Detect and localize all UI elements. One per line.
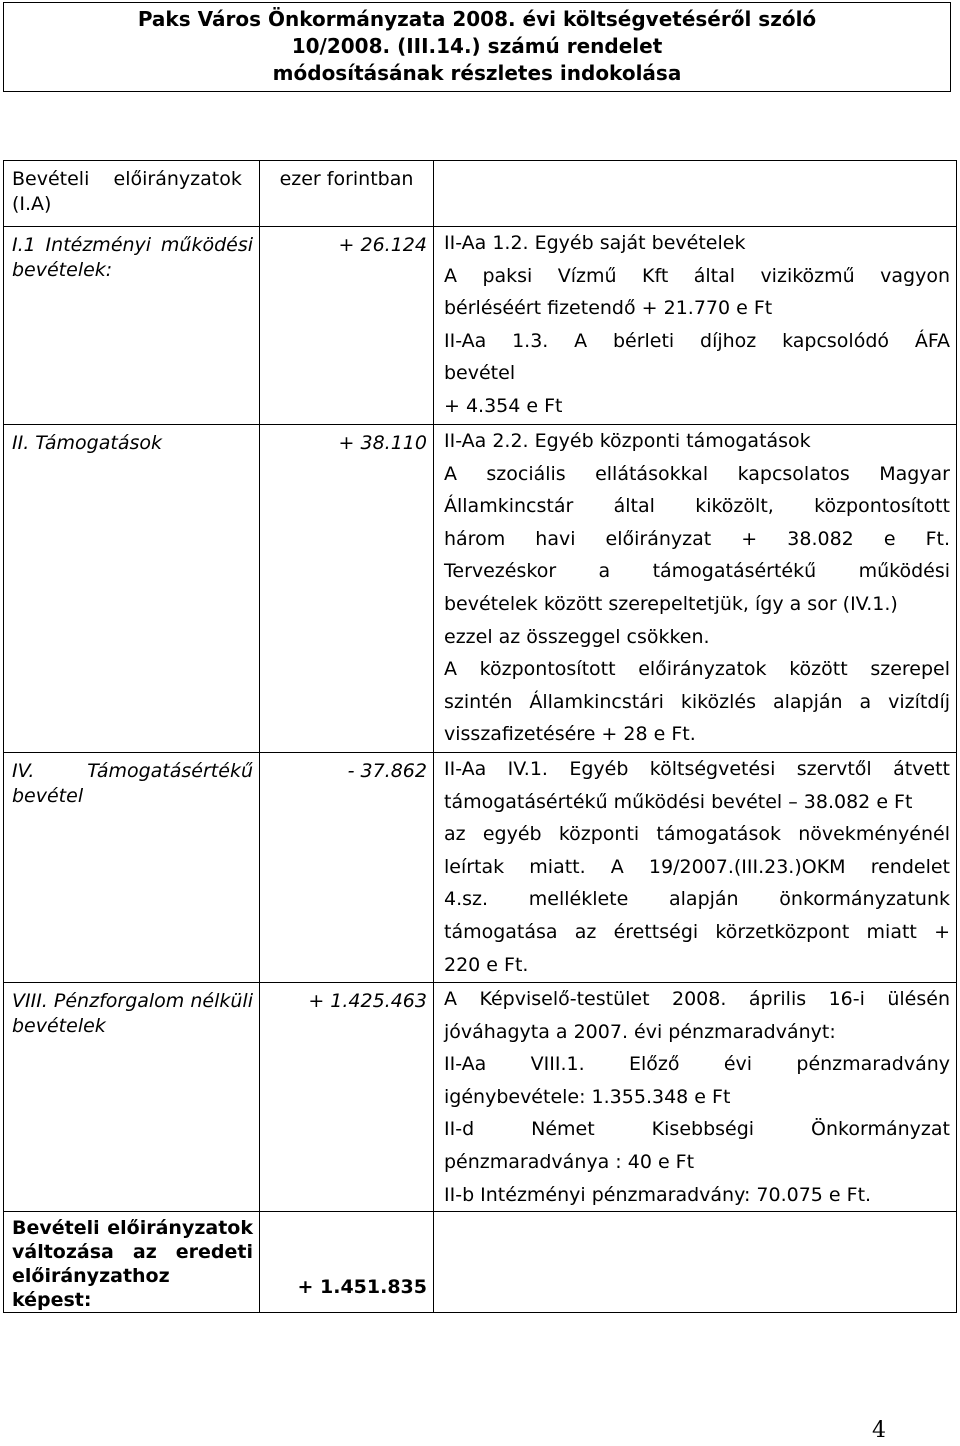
header-label-line-1: Bevételi előirányzatok <box>12 168 242 190</box>
table-row <box>4 425 957 753</box>
row-text-line: A központosított előirányzatok között szerepel <box>444 658 950 681</box>
row-text-line: jóváhagyta a 2007. évi pénzmaradványt: <box>444 1020 836 1043</box>
row-text <box>434 227 956 423</box>
row-text-line: A szociális ellátásokkal kapcsolatos Magyar <box>444 462 950 485</box>
footer-label-cell <box>4 1212 260 1313</box>
row-label: VIII. Pénzforgalom nélküli bevételek <box>12 990 253 1037</box>
row-text-line: bevételek között szerepeltetjük, így a sor (IV.1.) <box>444 592 898 615</box>
page-number: 4 <box>872 1418 886 1443</box>
row-label-cell <box>4 753 260 983</box>
row-text-line: 220 e Ft. <box>444 953 529 976</box>
header-cell-empty <box>434 161 957 227</box>
row-text-line: az egyéb központi támogatások növekményénél <box>444 823 950 846</box>
title-line-2: 10/2008. (III.14.) számú rendelet <box>291 34 663 58</box>
row-text-line: Tervezéskor a támogatásértékű működési <box>444 560 950 583</box>
row-text-line: bérléséért fizetendő + 21.770 e Ft <box>444 297 773 320</box>
row-text-line: visszafizetésére + 28 e Ft. <box>444 723 696 746</box>
row-text-line: pénzmaradványa : 40 e Ft <box>444 1150 695 1173</box>
row-text-cell <box>434 753 957 983</box>
table-footer-row <box>4 1212 957 1313</box>
title-line-1: Paks Város Önkormányzata 2008. évi költségvetéséről szóló <box>137 7 817 31</box>
row-text-line: + 4.354 e Ft <box>444 394 563 417</box>
row-text-line: A paksi Vízmű Kft által viziközmű vagyon <box>444 264 950 287</box>
row-text-line: szintén Államkincstári kiközlés alapján a vizítdíj <box>444 690 950 713</box>
row-text-line: támogatásértékű működési bevétel – 38.082 e Ft <box>444 790 913 813</box>
row-text-line: ezzel az összeggel csökken. <box>444 625 710 648</box>
row-label: IV. Támogatásértékű bevétel <box>12 760 253 807</box>
footer-label: Bevételi előirányzatok változása az eredeti előirányzathoz képest: <box>12 1217 253 1312</box>
row-text-line: II-Aa 2.2. Egyéb központi támogatások <box>444 430 811 452</box>
header-unit: ezer forintban <box>279 168 414 190</box>
row-text-line: Államkincstár által kiközölt, központosított <box>444 495 950 518</box>
table-row <box>4 983 957 1212</box>
table-row <box>4 227 957 425</box>
row-text-line: három havi előirányzat + 38.082 e Ft. <box>444 527 950 550</box>
row-amount-cell <box>260 753 434 983</box>
row-amount: + 38.110 <box>338 432 427 454</box>
row-text-line: igénybevétele: 1.355.348 e Ft <box>444 1085 731 1108</box>
footer-amount-cell <box>260 1212 434 1313</box>
row-text-line: II-Aa 1.3. A bérleti díjhoz kapcsolódó ÁFA <box>444 329 950 352</box>
row-text-cell <box>434 983 957 1212</box>
row-label-cell <box>4 227 260 425</box>
row-text-cell <box>434 227 957 425</box>
row-amount-cell <box>260 983 434 1212</box>
row-text <box>434 983 956 1211</box>
row-label-cell <box>4 983 260 1212</box>
row-text-line: II-d Német Kisebbségi Önkormányzat <box>444 1118 950 1141</box>
row-amount-cell <box>260 425 434 753</box>
budget-table <box>3 160 957 1313</box>
row-text <box>434 425 956 751</box>
table-header-row <box>4 161 957 227</box>
header-cell-unit <box>260 161 434 227</box>
row-label-cell <box>4 425 260 753</box>
row-text <box>434 753 956 981</box>
row-text-line: II-Aa VIII.1. Előző évi pénzmaradvány <box>444 1053 950 1076</box>
row-amount: + 1.425.463 <box>308 990 427 1012</box>
row-label: I.1 Intézményi működési bevételek: <box>12 234 253 281</box>
row-amount-cell <box>260 227 434 425</box>
row-text-line: II-Aa IV.1. Egyéb költségvetési szervtől átvett <box>444 758 950 780</box>
row-text-line: leírtak miatt. A 19/2007.(III.23.)OKM rendelet <box>444 855 950 878</box>
row-text-line: A Képviselő-testület 2008. április 16-i ülésén <box>444 988 950 1010</box>
row-text-cell <box>434 425 957 753</box>
row-label: II. Támogatások <box>12 432 162 454</box>
footer-amount: + 1.451.835 <box>297 1276 427 1299</box>
document-title-box <box>3 2 951 92</box>
title-line-3: módosításának részletes indokolása <box>272 61 682 85</box>
row-amount: + 26.124 <box>338 234 427 256</box>
footer-empty-cell <box>434 1212 957 1313</box>
row-text-line: II-Aa 1.2. Egyéb saját bevételek <box>444 232 746 254</box>
table-row <box>4 753 957 983</box>
row-text-line: II-b Intézményi pénzmaradvány: 70.075 e Ft. <box>444 1183 872 1206</box>
row-text-line: támogatása az érettségi körzetközpont miatt + <box>444 920 950 943</box>
row-text-line: bevétel <box>444 362 516 385</box>
header-label-line-2: (I.A) <box>12 193 52 215</box>
row-amount: - 37.862 <box>347 760 427 782</box>
row-text-line: 4.sz. melléklete alapján önkormányzatunk <box>444 888 950 911</box>
header-cell-label <box>4 161 260 227</box>
